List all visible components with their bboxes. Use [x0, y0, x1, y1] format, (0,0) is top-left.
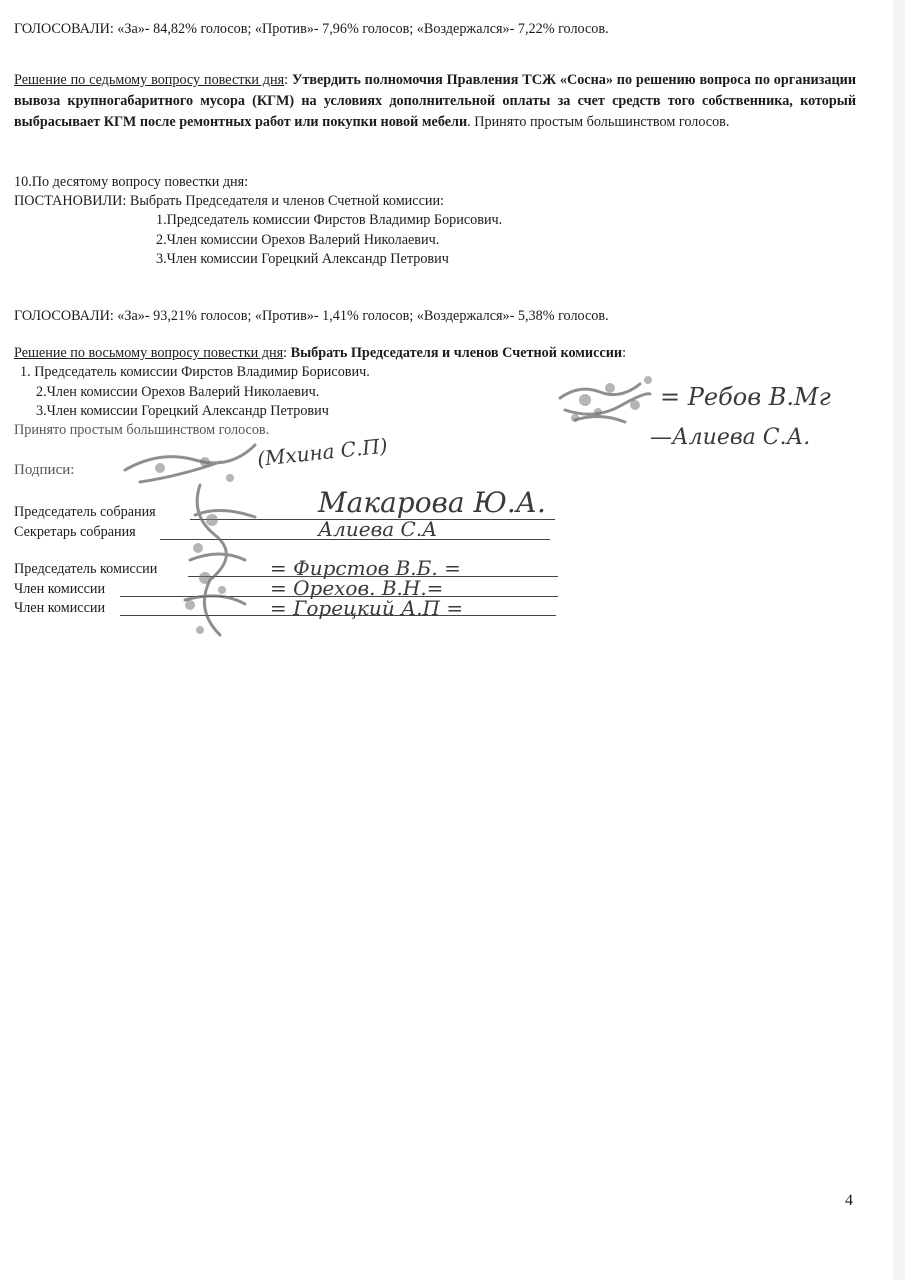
handwriting: (Мхина С.П) — [256, 433, 389, 471]
decision-7-label: Решение по седьмому вопросу повестки дня — [14, 72, 285, 88]
signature-row-label: Председатель комиссии — [14, 561, 158, 577]
decision-8-label: Решение по восьмому вопросу повестки дня — [14, 345, 284, 361]
vote-result-8: ГОЛОСОВАЛИ: «За»- 93,21% голосов; «Против»- 1,41% голосов; «Воздержался»- 5,38% голосов. — [14, 308, 609, 324]
signature-line — [188, 576, 558, 577]
decision-8-member: 2.Член комиссии Орехов Валерий Николаевич. — [36, 384, 320, 400]
signatures-heading: Подписи: — [14, 462, 75, 478]
signature-row-label: Член комиссии — [14, 581, 106, 597]
signature-row-label: Председатель собрания — [14, 504, 156, 520]
decision-8-member: 1. Председатель комиссии Фирстов Владимир Борисович. — [20, 364, 370, 380]
signature-line — [120, 615, 556, 616]
signature-line — [190, 519, 555, 520]
handwriting: = Орехов. В.Н.= — [270, 576, 444, 600]
handwriting: = Горецкий А.П = — [270, 596, 464, 620]
decision-7-paragraph: Решение по седьмому вопросу повестки дня: Утвердить полномочия Правления ТСЖ «Сосна» по решению вопроса по организации вывоза крупногабаритного мусора (КГМ) на условиях дополнительной оплаты за счет средств того собственника, который выбрасывает КГМ после ремонтных работ или покупки новой мебели. Принято простым большинством голосов. — [14, 72, 856, 130]
handwriting: Макарова Ю.А. — [318, 486, 546, 519]
decision-8-heading: Решение по восьмому вопросу повестки дня: Выбрать Председателя и членов Счетной комиссии: — [14, 345, 627, 361]
scan-edge — [893, 0, 905, 1280]
handwriting: = Фирстов В.Б. = — [270, 556, 461, 580]
question-10-member: 3.Член комиссии Горецкий Александр Петрович — [156, 251, 449, 267]
handwriting: = Ребов В.Мг — [660, 383, 831, 411]
decision-8-member: 3.Член комиссии Горецкий Александр Петрович — [36, 403, 329, 419]
vote-result-7: ГОЛОСОВАЛИ: «За»- 84,82% голосов; «Против»- 7,96% голосов; «Воздержался»- 7,22% голосов. — [14, 21, 609, 37]
question-10-member: 2.Член комиссии Орехов Валерий Николаевич. — [156, 232, 440, 248]
handwriting: Алиева С.А — [318, 517, 438, 541]
signature-row-label: Секретарь собрания — [14, 524, 136, 540]
decision-8-accepted: Принято простым большинством голосов. — [14, 422, 270, 438]
handwriting: —Алиева С.А. — [650, 425, 811, 450]
question-10-heading: 10.По десятому вопросу повестки дня: — [14, 174, 249, 190]
signature-line — [120, 596, 558, 597]
page-number: 4 — [845, 1192, 853, 1209]
signature-line — [160, 539, 550, 540]
signature-row-label: Член комиссии — [14, 600, 106, 616]
question-10-member: 1.Председатель комиссии Фирстов Владимир Борисович. — [156, 212, 503, 228]
decision-7-accepted: . Принято простым большинством голосов. — [467, 114, 730, 130]
decision-7-text: Утвердить полномочия Правления ТСЖ «Сосна» по решению вопроса по организации вывоза крупногабаритного мусора (КГМ) на условиях дополнительной оплаты за счет средств того собственника, который выбрасывает КГМ после ремонтных работ или покупки новой мебели — [14, 72, 856, 130]
question-10-resolved: ПОСТАНОВИЛИ: Выбрать Председателя и членов Счетной комиссии: — [14, 193, 444, 209]
decision-8-text: Выбрать Председателя и членов Счетной комиссии — [290, 345, 623, 361]
